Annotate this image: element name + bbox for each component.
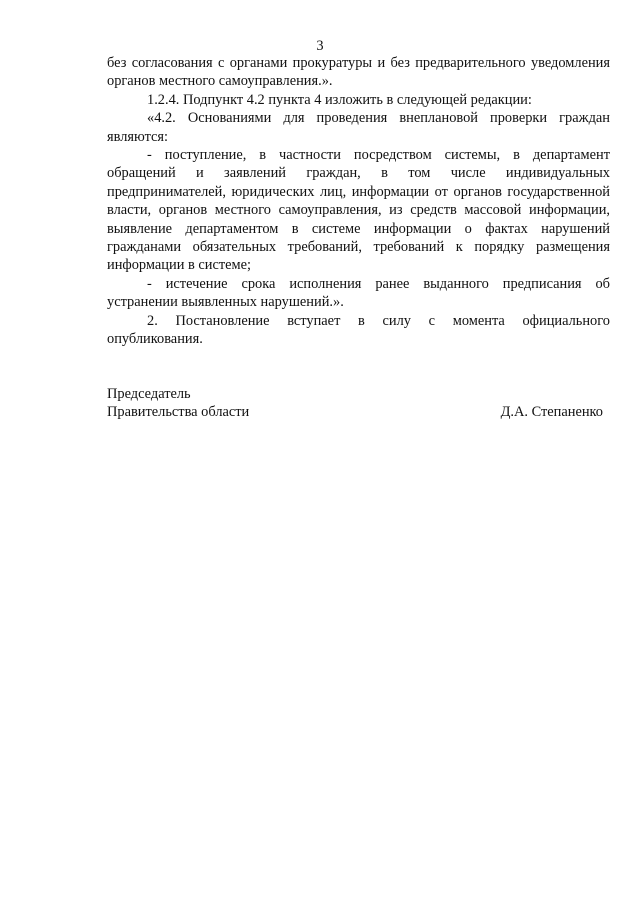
paragraph-ground-expiry: - истечение срока исполнения ранее выданного предписания об устранении выявленных нарушений.».	[107, 275, 610, 311]
signatory-title-line2: Правительства области	[107, 404, 250, 421]
paragraph-subclause-1-2-4: 1.2.4. Подпункт 4.2 пункта 4 изложить в следующей редакции:	[147, 91, 532, 108]
paragraph-clause-4-2: «4.2. Основаниями для проведения внеплановой проверки граждан являются:	[107, 110, 610, 145]
signatory-name: Д.А. Степаненко	[500, 404, 603, 421]
signature-block	[107, 385, 603, 422]
page-number: 3	[316, 38, 324, 54]
signature-line	[107, 403, 603, 421]
signatory-title-line1: Председатель	[107, 386, 191, 402]
paragraph-ground-receipt: - поступление, в частности посредством системы, в департамент обращений и заявлений граждан, в том числе индивидуальных предпринимателей, юридических лиц, информации от органов государственной власти, органов местного самоуправления, из средств массовой информации, выявление департаментом в системе информации о фактах нарушений гражданами обязательных требований, требований к порядку размещения информации в системе;	[107, 147, 610, 274]
document-body	[107, 54, 610, 349]
paragraph-continuation: без согласования с органами прокуратуры и без предварительного уведомления органов местного самоуправления.».	[107, 55, 610, 90]
paragraph-effective-date: 2. Постановление вступает в силу с момента официального опубликования.	[107, 312, 610, 348]
